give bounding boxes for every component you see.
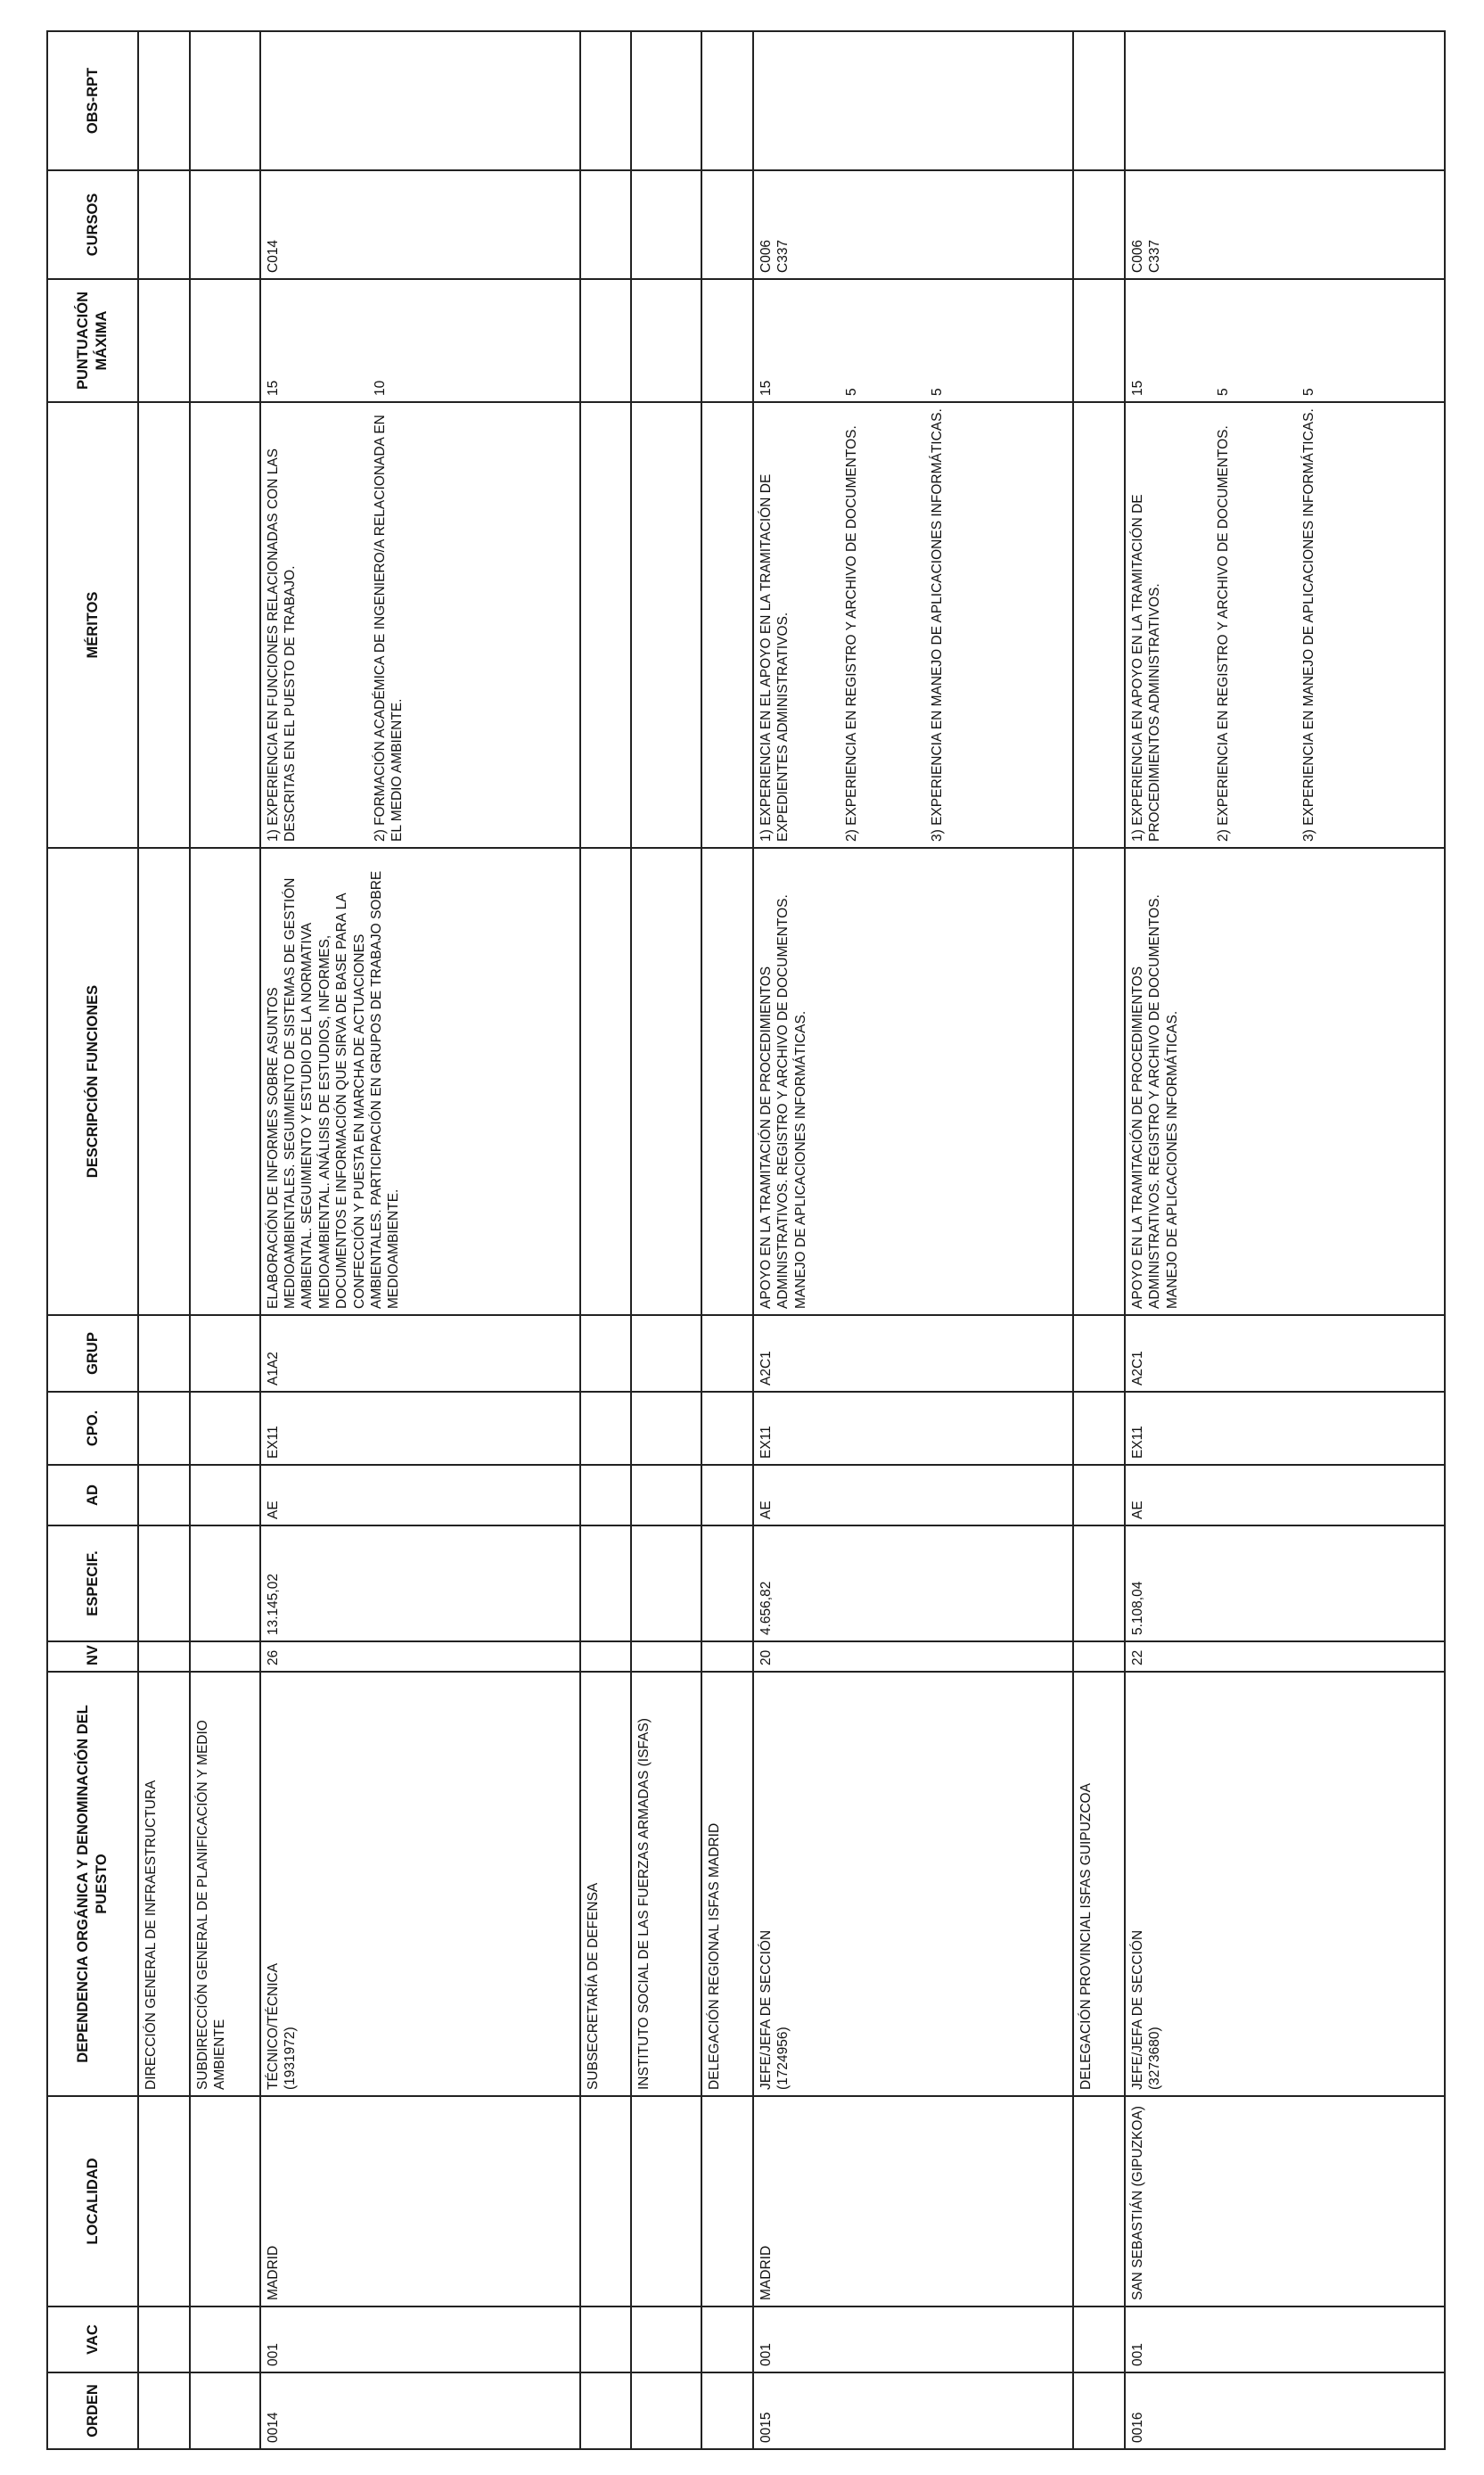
cell-meritos: [260, 402, 580, 848]
puntos-item: 10: [372, 380, 388, 396]
cell-puntuacion: [1125, 279, 1445, 402]
table-row: [753, 31, 1073, 2449]
cell-cpo: EX11: [1125, 1392, 1445, 1465]
cell-ad: AE: [260, 1465, 580, 1525]
cell-dependencia: SUBSECRETARÍA DE DEFENSA: [580, 1672, 632, 2096]
merito-item: 2) FORMACIÓN ACADÉMICA DE INGENIERO/A RELACIONADA EN EL MEDIO AMBIENTE.: [372, 415, 405, 842]
header-ad: AD: [47, 1465, 138, 1525]
cell-obs: [1125, 31, 1445, 170]
cell-especif: 4.656,82: [753, 1525, 1073, 1641]
header-row: [47, 31, 138, 2449]
puntos-item: 5: [930, 388, 946, 396]
cell-cursos: C006 C337: [1125, 170, 1445, 279]
header-puntuacion: PUNTUACIÓN MÁXIMA: [47, 279, 138, 402]
header-grup: GRUP: [47, 1315, 138, 1392]
cell-nv: 26: [260, 1641, 580, 1672]
cell-dependencia: JEFE/JEFA DE SECCIÓN (1724956): [753, 1672, 1073, 2096]
cell-nv: 22: [1125, 1641, 1445, 1672]
cell-dependencia: SUBDIRECCIÓN GENERAL DE PLANIFICACIÓN Y MEDIO AMBIENTE: [190, 1672, 260, 2096]
table-row: [138, 31, 190, 2449]
header-dependencia: DEPENDENCIA ORGÁNICA Y DENOMINACIÓN DEL PUESTO: [47, 1672, 138, 2096]
puntos-item: 15: [758, 380, 775, 396]
header-nv: NV: [47, 1641, 138, 1672]
cell-obs: [260, 31, 580, 170]
header-meritos: MÉRITOS: [47, 402, 138, 848]
cell-dependencia: DELEGACIÓN PROVINCIAL ISFAS GUIPUZCOA: [1073, 1672, 1125, 2096]
cell-cursos: C014: [260, 170, 580, 279]
cell-vac: 001: [1125, 2306, 1445, 2372]
rotated-table-sheet: [46, 32, 1446, 2450]
cell-dependencia: JEFE/JEFA DE SECCIÓN (3273680): [1125, 1672, 1445, 2096]
cell-localidad: MADRID: [753, 2096, 1073, 2306]
cell-meritos: [753, 402, 1073, 848]
cell-orden: 0015: [753, 2372, 1073, 2449]
cell-orden: [138, 2372, 190, 2449]
cell-cpo: EX11: [260, 1392, 580, 1465]
table-row: [701, 31, 753, 2449]
cell-nv: 20: [753, 1641, 1073, 1672]
cell-dependencia: INSTITUTO SOCIAL DE LAS FUERZAS ARMADAS (ISFAS): [631, 1672, 701, 2096]
merito-item: 2) EXPERIENCIA EN REGISTRO Y ARCHIVO DE DOCUMENTOS.: [844, 425, 860, 842]
cell-ad: AE: [753, 1465, 1073, 1525]
header-cursos: CURSOS: [47, 170, 138, 279]
header-orden: ORDEN: [47, 2372, 138, 2449]
header-localidad: LOCALIDAD: [47, 2096, 138, 2306]
merito-item: 1) EXPERIENCIA EN FUNCIONES RELACIONADAS CON LAS DESCRITAS EN EL PUESTO DE TRABAJO.: [265, 448, 298, 842]
table-row: [190, 31, 260, 2449]
cell-grup: A2C1: [1125, 1315, 1445, 1392]
header-cpo: CPO.: [47, 1392, 138, 1465]
table-row: [260, 31, 580, 2449]
cell-puntuacion: [260, 279, 580, 402]
merito-item: 2) EXPERIENCIA EN REGISTRO Y ARCHIVO DE DOCUMENTOS.: [1215, 425, 1231, 842]
cell-grup: A1A2: [260, 1315, 580, 1392]
merito-item: 1) EXPERIENCIA EN EL APOYO EN LA TRAMITACIÓN DE EXPEDIENTES ADMINISTRATIVOS.: [758, 473, 791, 842]
cell-grup: A2C1: [753, 1315, 1073, 1392]
cell-descripcion: ELABORACIÓN DE INFORMES SOBRE ASUNTOS MEDIOAMBIENTALES. SEGUIMIENTO DE SISTEMAS DE GESTIÓN AMBIENTAL. SEGUIMIENTO Y ESTUDIO DE LA NORMATIVA MEDIOAMBIENTAL. ANÁLISIS DE ESTUDIOS, INFORMES, DOCUMENTOS E INFORMACIÓN QUE SIRVA DE BASE PARA LA CONFECCIÓN Y PUESTA EN MARCHA DE ACTUACIONES AMBIENTALES. PARTICIPACIÓN EN GRUPOS DE TRABAJO SOBRE MEDIOAMBIENTE.: [260, 848, 580, 1315]
header-especif: ESPECIF.: [47, 1525, 138, 1641]
puntos-item: 15: [265, 380, 281, 396]
cell-especif: 13.145,02: [260, 1525, 580, 1641]
cell-cpo: EX11: [753, 1392, 1073, 1465]
table-row: [631, 31, 701, 2449]
merito-item: 1) EXPERIENCIA EN APOYO EN LA TRAMITACIÓN DE PROCEDIMIENTOS ADMINISTRATIVOS.: [1129, 494, 1163, 842]
cell-vac: 001: [753, 2306, 1073, 2372]
table-row: [1125, 31, 1445, 2449]
cell-localidad: [138, 2096, 190, 2306]
cell-vac: 001: [260, 2306, 580, 2372]
header-vac: VAC: [47, 2306, 138, 2372]
merito-item: 3) EXPERIENCIA EN MANEJO DE APLICACIONES INFORMÁTICAS.: [930, 408, 946, 842]
cell-cursos: C006 C337: [753, 170, 1073, 279]
header-descripcion: DESCRIPCIÓN FUNCIONES: [47, 848, 138, 1315]
cell-meritos: [1125, 402, 1445, 848]
cell-localidad: SAN SEBASTIÁN (GIPUZKOA): [1125, 2096, 1445, 2306]
cell-dependencia: TÉCNICO/TÉCNICA (1931972): [260, 1672, 580, 2096]
cell-dependencia: DIRECCIÓN GENERAL DE INFRAESTRUCTURA: [138, 1672, 190, 2096]
puntos-item: 5: [844, 388, 860, 396]
cell-obs: [753, 31, 1073, 170]
positions-table: [46, 30, 1446, 2450]
cell-vac: [138, 2306, 190, 2372]
cell-puntuacion: [753, 279, 1073, 402]
table-row: [580, 31, 632, 2449]
cell-orden: 0016: [1125, 2372, 1445, 2449]
cell-localidad: MADRID: [260, 2096, 580, 2306]
cell-especif: 5.108,04: [1125, 1525, 1445, 1641]
cell-dependencia: DELEGACIÓN REGIONAL ISFAS MADRID: [701, 1672, 753, 2096]
table-row: [1073, 31, 1125, 2449]
header-obs: OBS-RPT: [47, 31, 138, 170]
puntos-item: 5: [1300, 388, 1316, 396]
merito-item: 3) EXPERIENCIA EN MANEJO DE APLICACIONES INFORMÁTICAS.: [1300, 408, 1316, 842]
cell-ad: AE: [1125, 1465, 1445, 1525]
cell-descripcion: APOYO EN LA TRAMITACIÓN DE PROCEDIMIENTOS ADMINISTRATIVOS. REGISTRO Y ARCHIVO DE DOCUMENTOS. MANEJO DE APLICACIONES INFORMÁTICAS.: [753, 848, 1073, 1315]
puntos-item: 15: [1129, 380, 1145, 396]
cell-orden: 0014: [260, 2372, 580, 2449]
puntos-item: 5: [1215, 388, 1231, 396]
cell-descripcion: APOYO EN LA TRAMITACIÓN DE PROCEDIMIENTOS ADMINISTRATIVOS. REGISTRO Y ARCHIVO DE DOCUMENTOS. MANEJO DE APLICACIONES INFORMÁTICAS.: [1125, 848, 1445, 1315]
